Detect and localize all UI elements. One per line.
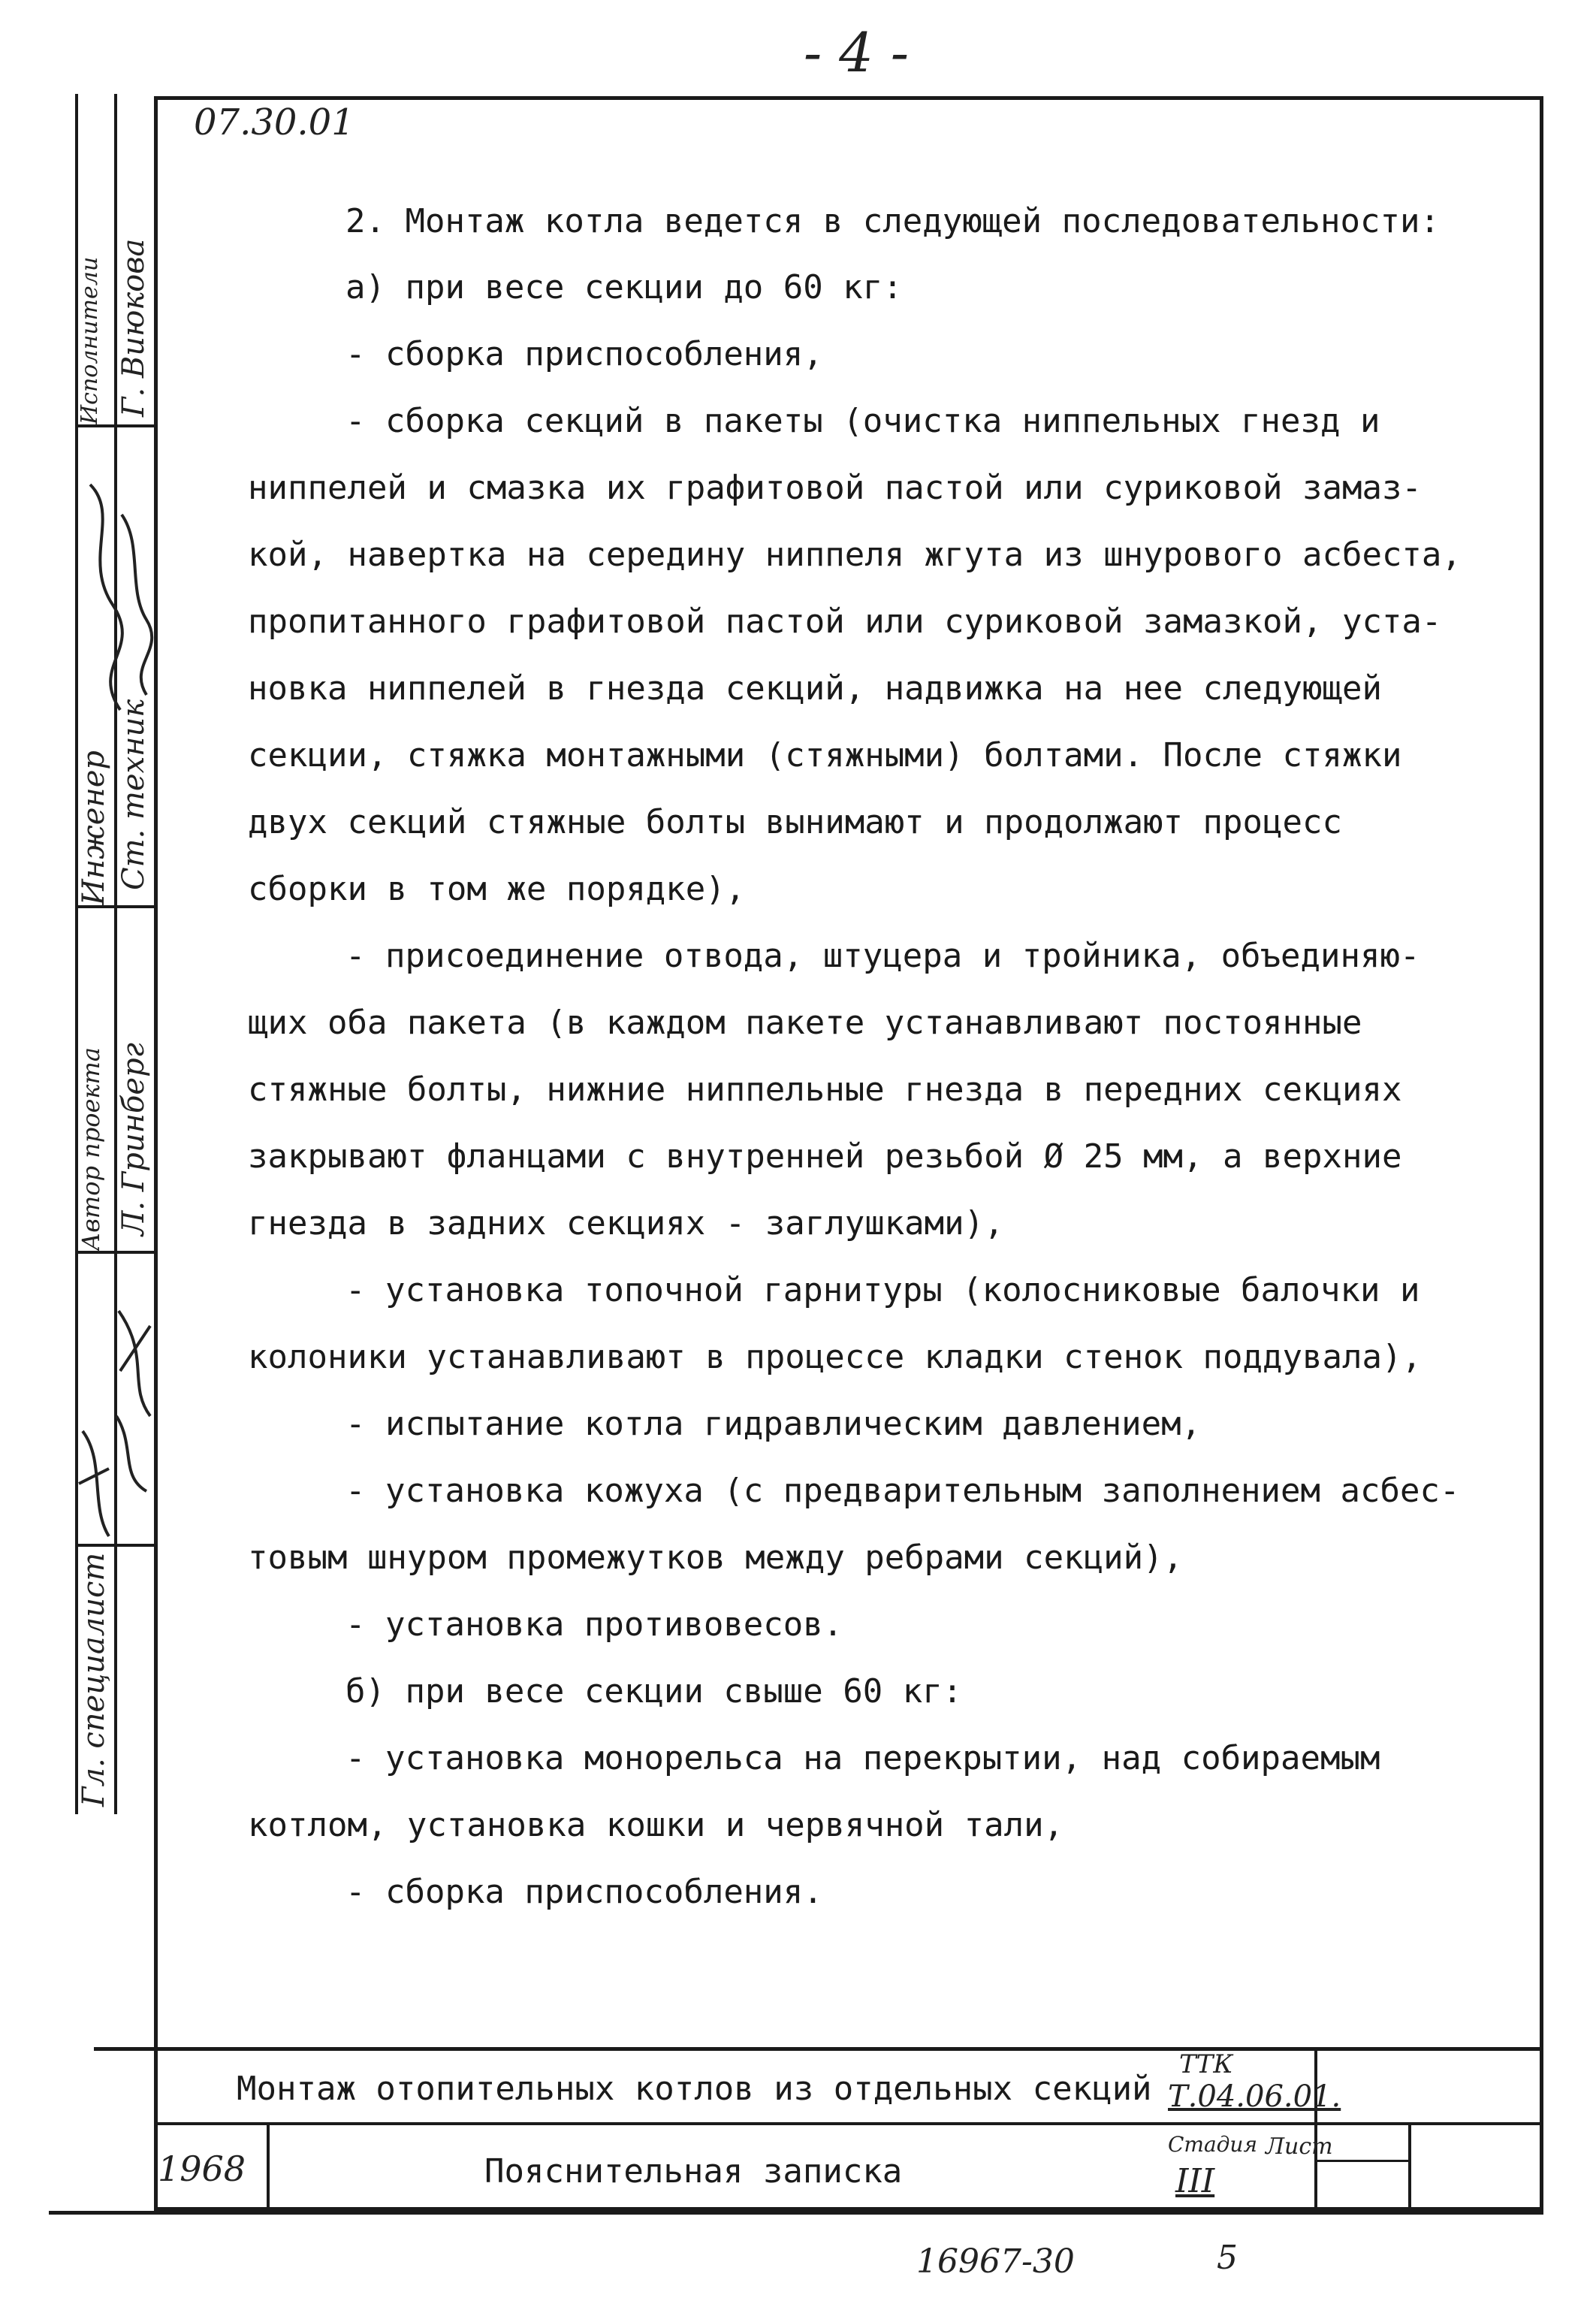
text-line: - сборка приспособления, bbox=[345, 335, 823, 373]
text-line: двух секций стяжные болты вынимают и продолжают процесс bbox=[248, 803, 1342, 841]
archive-number: 16967-30 bbox=[916, 2242, 1075, 2281]
signer-role-2: Инженер bbox=[77, 750, 111, 905]
text-line: а) при весе секции до 60 кг: bbox=[345, 268, 903, 306]
text-line: щих оба пакета (в каждом пакете устанавливают постоянные bbox=[248, 1004, 1362, 1042]
text-line: - установка кожуха (с предварительным заполнением асбес- bbox=[345, 1472, 1460, 1510]
document-year: 1968 bbox=[158, 2148, 246, 2189]
stage-value: III bbox=[1175, 2162, 1215, 2200]
signer-name-2: Л. Гринберг bbox=[116, 1043, 151, 1236]
text-line: колоники устанавливают в процессе кладки стенок поддувала), bbox=[248, 1338, 1422, 1376]
document-title: Монтаж отопительных котлов из отдельных секций bbox=[237, 2070, 1152, 2108]
text-line: товым шнуром промежутков между ребрами секций), bbox=[248, 1539, 1184, 1577]
sheet-label: Лист bbox=[1266, 2133, 1333, 2160]
archive-page: 5 bbox=[1217, 2239, 1238, 2277]
signature-strip bbox=[75, 94, 154, 1814]
text-line: пропитанного графитовой пастой или суриковой замазкой, уста- bbox=[248, 602, 1442, 641]
text-line: стяжные болты, нижние ниппельные гнезда в передних секциях bbox=[248, 1070, 1402, 1109]
text-line: новка ниппелей в гнезда секций, надвижка на нее следующей bbox=[248, 669, 1382, 708]
signer-role-4: Гл. специалист bbox=[77, 1552, 111, 1807]
text-line: секции, стяжка монтажными (стяжными) болтами. После стяжки bbox=[248, 736, 1402, 775]
text-line: ниппелей и смазка их графитовой пастой или суриковой замаз- bbox=[248, 469, 1422, 507]
signature-scribble-icon bbox=[75, 94, 154, 1814]
text-line: - установка противовесов. bbox=[345, 1605, 843, 1644]
title-block bbox=[154, 2047, 1543, 2211]
text-line: котлом, установка кошки и червячной тали, bbox=[248, 1806, 1064, 1844]
text-line: - сборка приспособления. bbox=[345, 1873, 823, 1911]
ttk-code: Т.04.06.01. bbox=[1168, 2079, 1341, 2114]
signer-name-1: Г. Виюкова bbox=[116, 238, 151, 417]
text-line: сборки в том же порядке), bbox=[248, 870, 746, 908]
signer-group-label: Исполнители bbox=[77, 256, 103, 424]
signer-role-1: Ст. техник bbox=[116, 699, 151, 890]
text-line: б) при весе секции свыше 60 кг: bbox=[345, 1672, 963, 1711]
text-line: закрывают фланцами с внутренней резьбой Ø 25 мм, а верхние bbox=[248, 1137, 1402, 1176]
text-line: - присоединение отвода, штуцера и тройника, объединяю- bbox=[345, 937, 1420, 975]
signer-role-3: Автор проекта bbox=[77, 1047, 105, 1251]
ttk-label: ТТК bbox=[1179, 2049, 1233, 2079]
page-number: - 4 - bbox=[803, 21, 910, 84]
document-subtitle: Пояснительная записка bbox=[484, 2152, 903, 2191]
document-code: 07.30.01 bbox=[194, 101, 354, 143]
text-line: кой, навертка на середину ниппеля жгута из шнурового асбеста, bbox=[248, 536, 1462, 574]
text-line: - установка топочной гарнитуры (колосниковые балочки и bbox=[345, 1271, 1420, 1309]
text-line: 2. Монтаж котла ведется в следующей последовательности: bbox=[345, 202, 1440, 240]
text-line: - испытание котла гидравлическим давлением, bbox=[345, 1405, 1202, 1443]
text-line: - установка монорельса на перекрытии, над собираемым bbox=[345, 1739, 1380, 1777]
stage-label: Стадия bbox=[1168, 2132, 1257, 2157]
text-line: гнезда в задних секциях - заглушками), bbox=[248, 1204, 1004, 1243]
text-line: - сборка секций в пакеты (очистка ниппельных гнезд и bbox=[345, 402, 1380, 440]
